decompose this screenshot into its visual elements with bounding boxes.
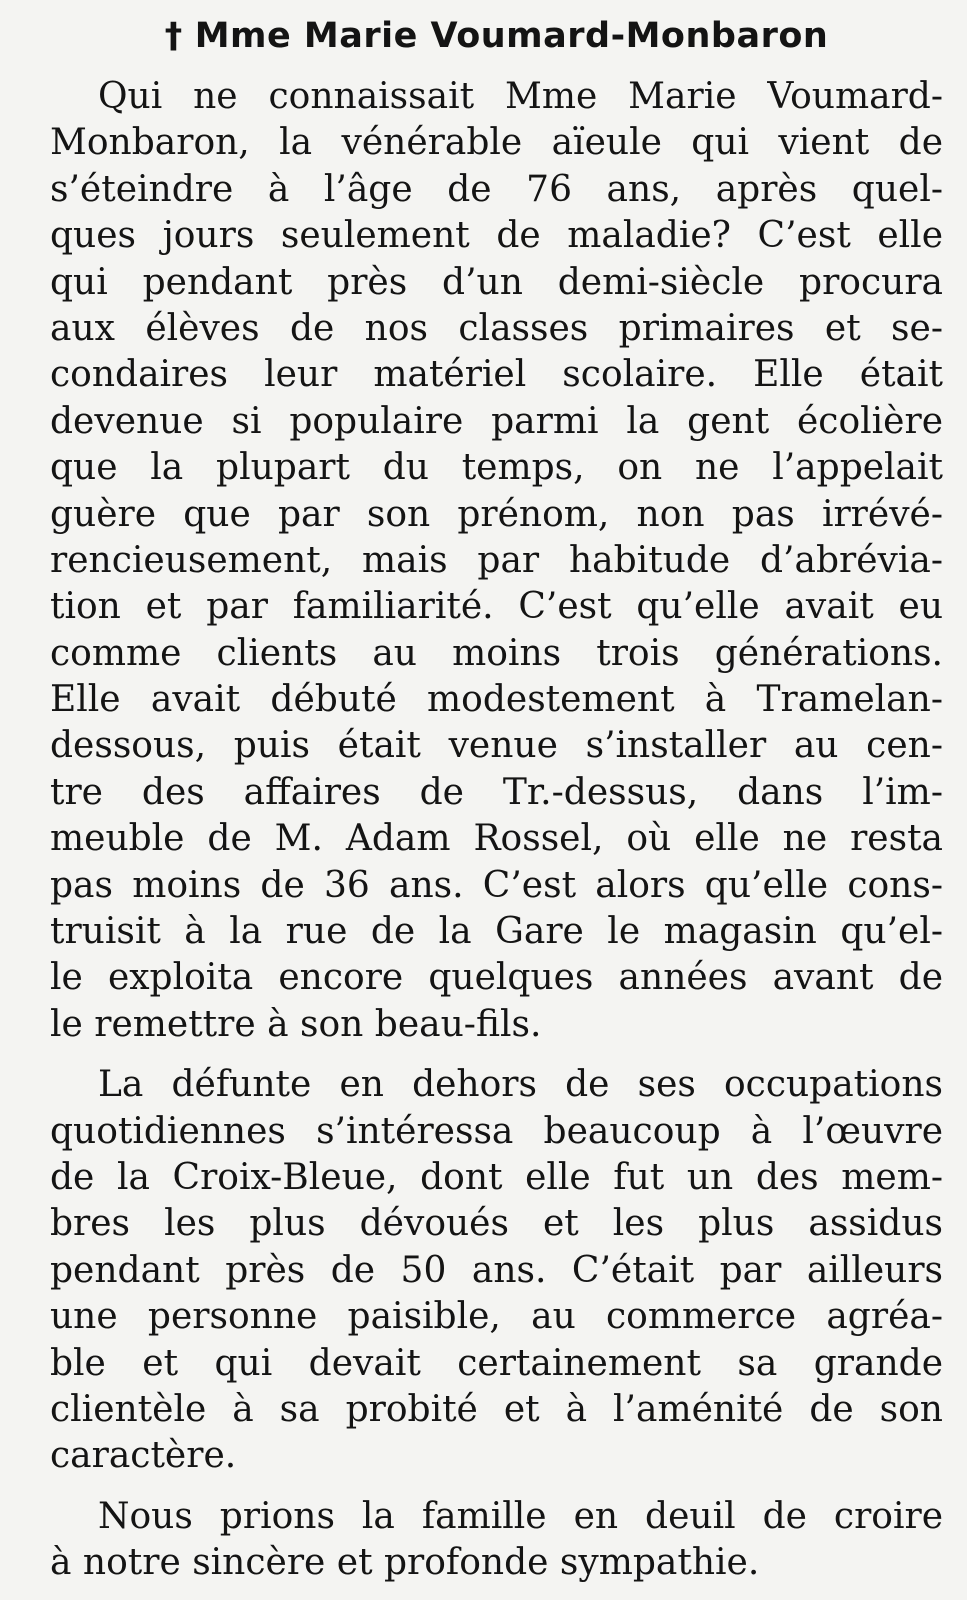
text-line: devenue si populaire parmi la gent écolière	[50, 400, 943, 442]
title-text: Mme Marie Voumard-Monbaron	[194, 16, 829, 56]
article-body	[50, 74, 943, 1587]
text-line: que la plupart du temps, on ne l’appelait	[50, 447, 943, 489]
text-line: La défunte en dehors de ses occupations	[98, 1064, 943, 1106]
text-line: rencieusement, mais par habitude d’abrévia-	[50, 539, 943, 581]
text-line: ble et qui devait certainement sa grande	[50, 1342, 943, 1384]
text-line: tion et par familiarité. C’est qu’elle avait eu	[50, 586, 943, 628]
text-line: aux élèves de nos classes primaires et se-	[50, 307, 943, 349]
text-line: tre des affaires de Tr.-dessus, dans l’im-	[50, 771, 943, 813]
text-line: Nous prions la famille en deuil de croire	[98, 1495, 943, 1537]
paragraph-2	[50, 1062, 943, 1480]
text-line: de la Croix-Bleue, dont elle fut un des mem-	[50, 1156, 943, 1198]
text-line: clientèle à sa probité et à l’aménité de son	[50, 1388, 943, 1430]
text-line: bres les plus dévoués et les plus assidus	[50, 1203, 943, 1245]
text-line: le exploita encore quelques années avant de	[50, 957, 943, 999]
text-line: à notre sincère et profonde sympathie.	[50, 1542, 760, 1584]
cross-symbol: †	[164, 16, 183, 56]
text-line: dessous, puis était venue s’installer au cen-	[50, 725, 943, 767]
text-line: pendant près de 50 ans. C’était par ailleurs	[50, 1249, 943, 1291]
text-line: quotidiennes s’intéressa beaucoup à l’œuvre	[50, 1110, 943, 1152]
text-line: truisit à la rue de la Gare le magasin qu’el-	[50, 911, 943, 953]
text-line: s’éteindre à l’âge de 76 ans, après quel-	[50, 168, 943, 210]
text-line: Monbaron, la vénérable aïeule qui vient de	[50, 122, 943, 164]
text-line: meuble de M. Adam Rossel, où elle ne resta	[50, 818, 943, 860]
obituary-title	[50, 6, 943, 66]
text-line: qui pendant près d’un demi-siècle procura	[50, 261, 943, 303]
text-line: condaires leur matériel scolaire. Elle était	[50, 354, 943, 396]
text-line: pas moins de 36 ans. C’est alors qu’elle cons-	[50, 864, 943, 906]
text-line: Qui ne connaissait Mme Marie Voumard-	[98, 76, 943, 117]
text-line: guère que par son prénom, non pas irrévé-	[50, 493, 943, 535]
paragraph-3	[50, 1494, 943, 1587]
text-line: ques jours seulement de maladie? C’est elle	[50, 215, 943, 257]
text-line: caractère.	[50, 1435, 237, 1477]
text-line: Elle avait débuté modestement à Tramelan-	[50, 679, 943, 721]
text-line: comme clients au moins trois générations.	[50, 632, 943, 674]
text-line: le remettre à son beau-fils.	[50, 1003, 542, 1045]
paragraph-1	[50, 74, 943, 1048]
text-line: une personne paisible, au commerce agréa-	[50, 1296, 943, 1338]
